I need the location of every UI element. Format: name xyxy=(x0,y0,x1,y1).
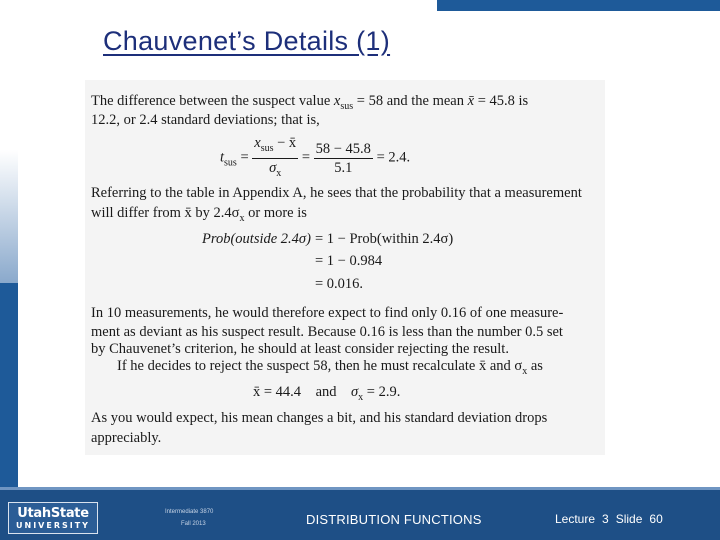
slide-title: Chauvenet’s Details (1) xyxy=(103,26,391,56)
top-accent-bar xyxy=(437,0,720,11)
prob-line2-rhs: = 1 − 0.984 xyxy=(315,253,383,269)
slide-number: 60 xyxy=(649,512,663,526)
para4-line2: appreciably. xyxy=(91,430,162,446)
slide-info xyxy=(555,512,670,526)
term-label: Fall 2013 xyxy=(181,521,206,527)
scanned-text-image xyxy=(85,80,605,455)
para3-line2: ment as deviant as his suspect result. Because 0.16 is less than the number 0.5 set xyxy=(91,324,563,340)
topic-label: DISTRIBUTION FUNCTIONS xyxy=(306,512,482,527)
para1-line1: The difference between the suspect value $x_{sus} = 58$ and the mean x̄ = 45.8 is xyxy=(91,93,529,112)
para2-line1: Referring to the table in Appendix A, he sees that the probability that a measurement xyxy=(91,185,582,201)
equation-tsus: $t_{sus}$ = $\frac{x_{sus} - x̄}{\sigma_x}$ = $\frac{58 - 45.8}{5.1}$ = 2.4. xyxy=(220,135,411,179)
slide-label: Slide xyxy=(615,512,643,526)
lecture-label: Lecture xyxy=(555,512,596,526)
para3-line4: If he decides to reject the suspect 58, then he must recalculate x̄ and $\sigma_x$ as xyxy=(117,358,543,377)
prob-line1-lhs: Prob(outside 2.4σ) xyxy=(202,231,311,247)
lecture-number: 3 xyxy=(602,512,609,526)
para4-line1: As you would expect, his mean changes a bit, and his standard deviation drops xyxy=(91,410,548,426)
prob-line1-rhs: = 1 − Prob(within 2.4σ) xyxy=(315,231,454,247)
course-label: Intermediate 3870 xyxy=(165,509,214,515)
para1-line2: 12.2, or 2.4 standard deviations; that is, xyxy=(91,112,320,128)
left-band-gradient xyxy=(0,150,18,283)
para2-line2: will differ from x̄ by $2.4\sigma_x$ or more is xyxy=(91,205,307,224)
equation-recalc: x̄ = 44.4 and $\sigma_x = 2.9$. xyxy=(253,384,401,403)
prob-line3-rhs: = 0.016. xyxy=(315,276,364,292)
para3-line3: by Chauvenet’s criterion, he should at least consider rejecting the result. xyxy=(91,341,509,357)
left-band-blue xyxy=(0,283,18,490)
para3-line1: In 10 measurements, he would therefore expect to find only 0.16 of one measure- xyxy=(91,305,564,321)
university-logo: UtahState UNIVERSITY xyxy=(8,502,98,534)
